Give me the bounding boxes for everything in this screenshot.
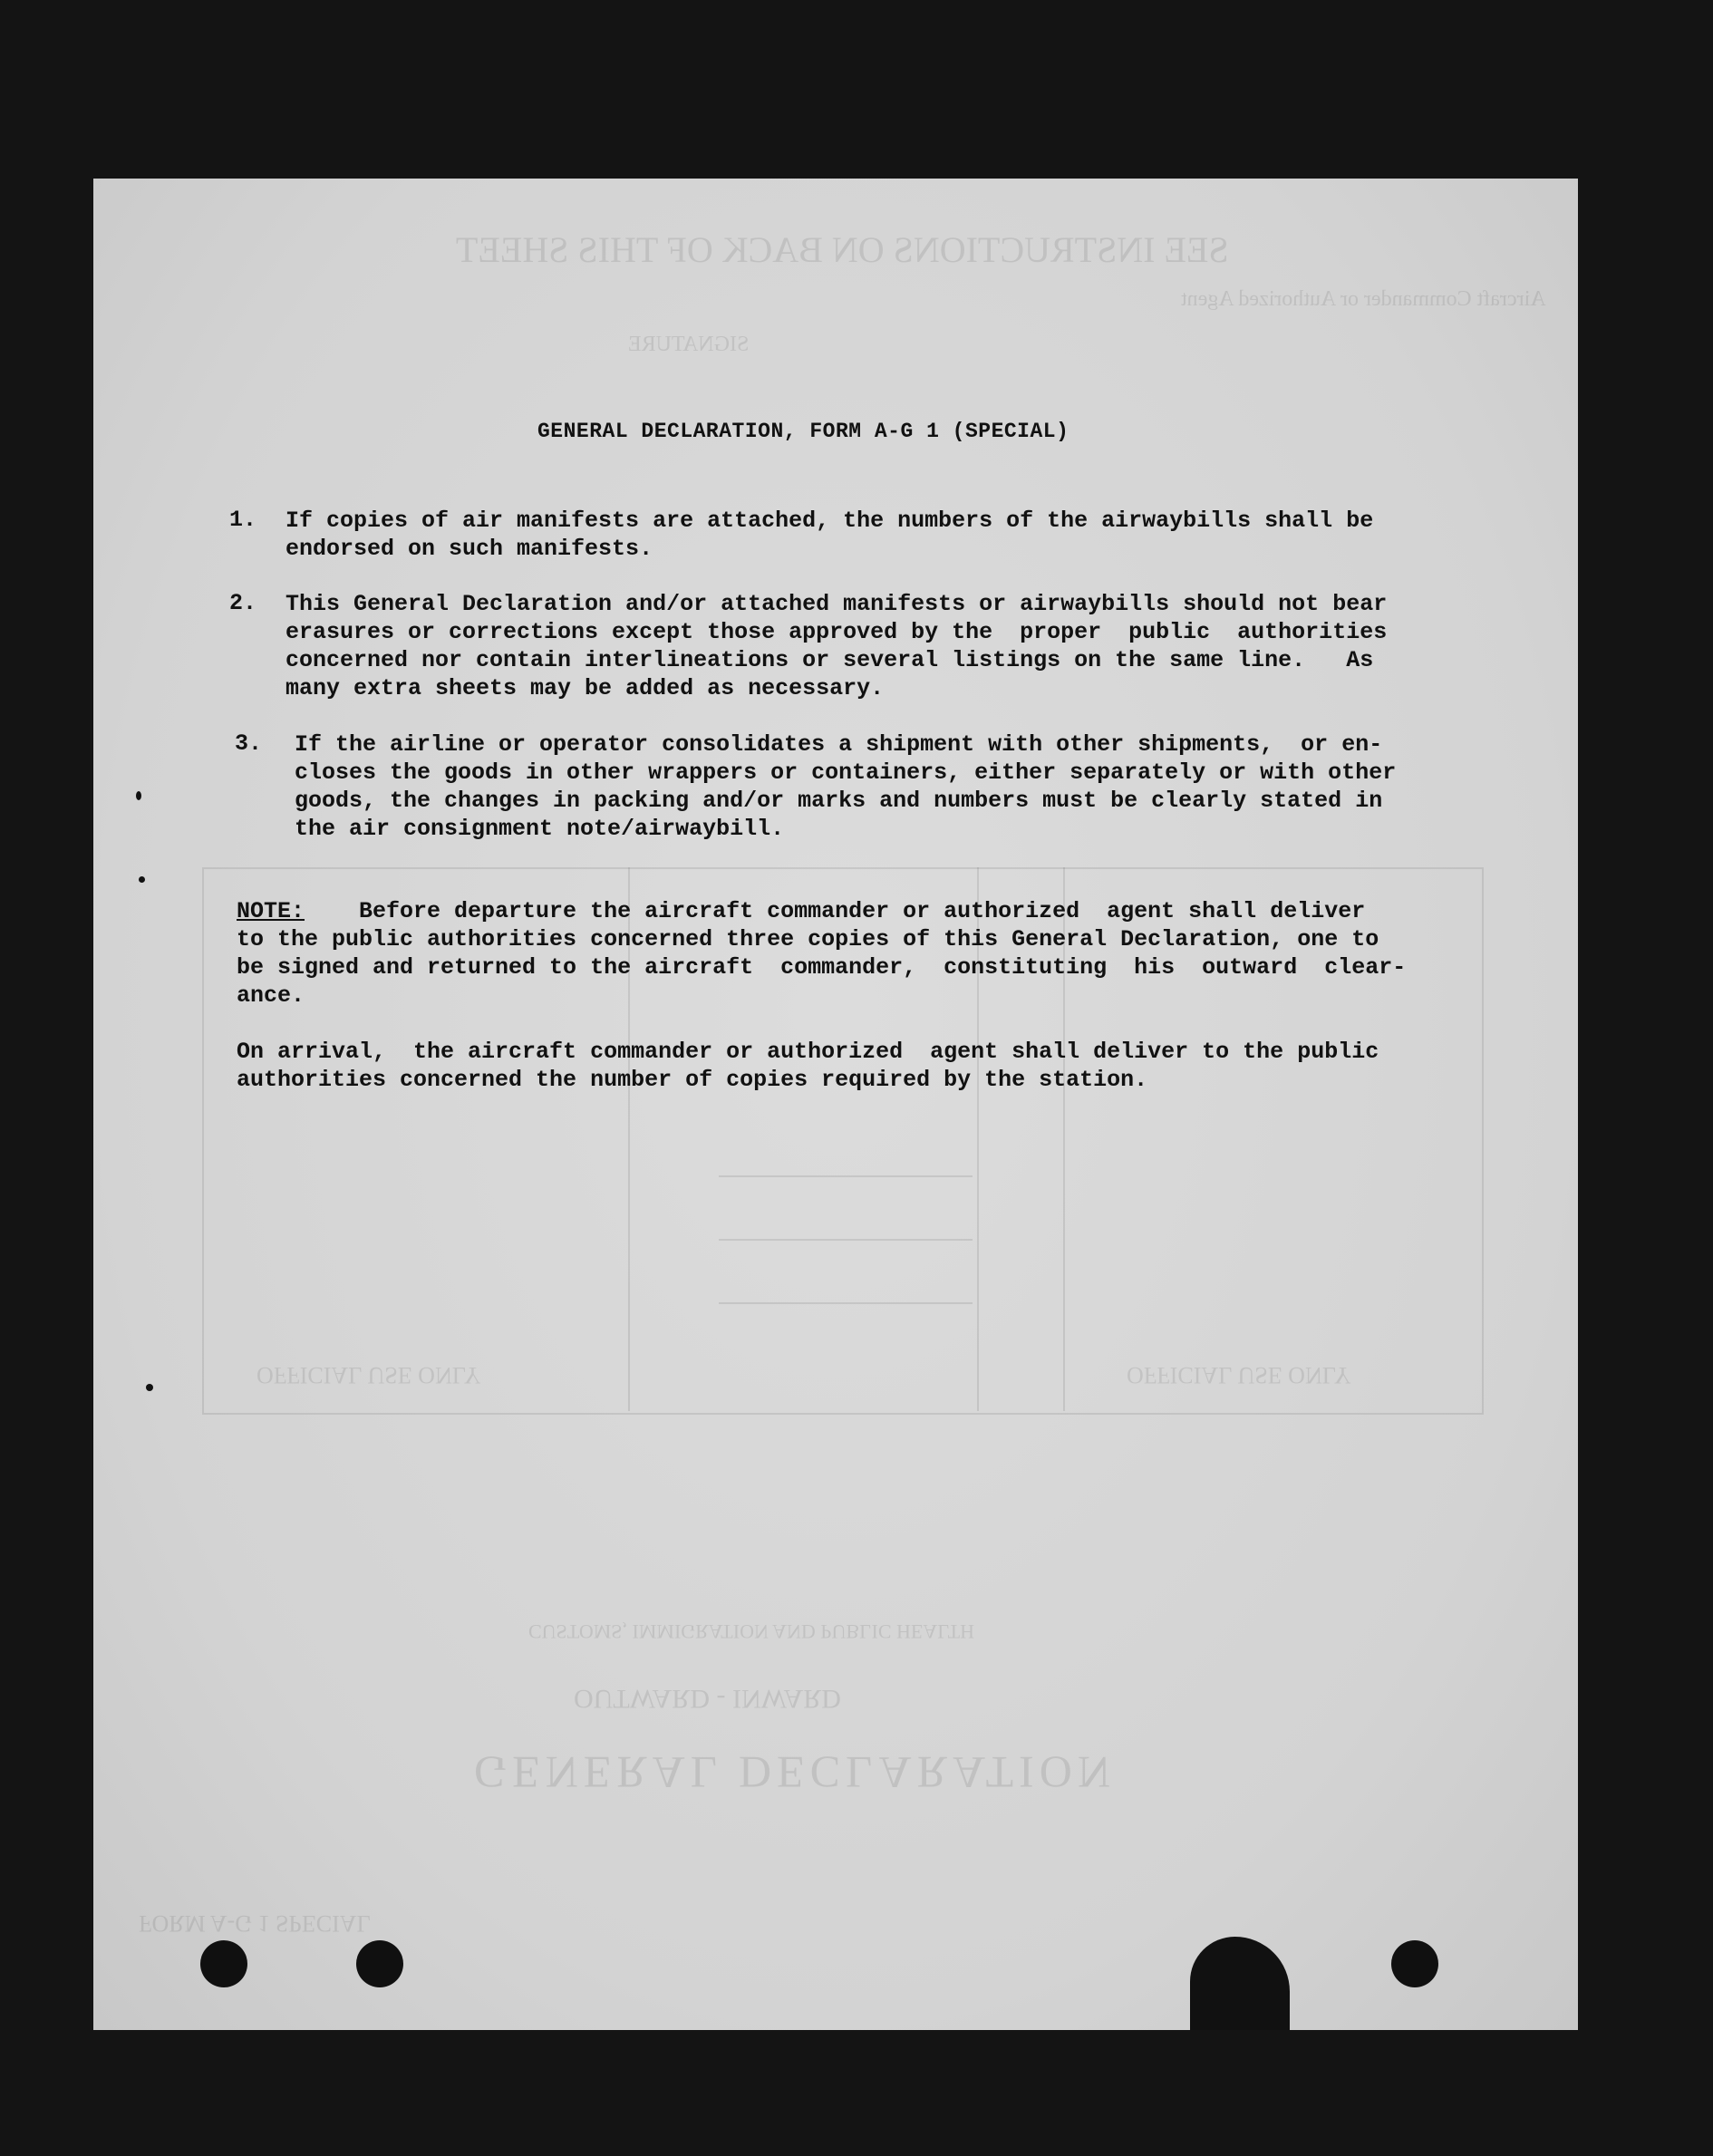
item-3-line-3: goods, the changes in packing and/or marks and numbers must be clearly stated in xyxy=(295,788,1383,814)
punch-hole-center-left xyxy=(356,1940,403,1987)
arrival-line-1: On arrival, the aircraft commander or authorized agent shall deliver to the public xyxy=(237,1039,1379,1065)
document-page: SEE INSTRUCTIONS ON BACK OF THIS SHEET Aircraft Commander or Authorized Agent SIGNATURE OFFICIAL USE ONLY OFFICIAL USE ONLY GENERAL DECLARATION OUTWARD - INWARD CUSTOMS, IMMIGRATION AND PUBLIC HEALTH FORM A-G 1 SPECIAL GENERAL DECLARATION, FORM A-G 1 (SPECIAL) 1. If copies of air manifests are attached, the numbers of the airwaybills shall be endorsed on such manifests. 2. This General Declaration and/or attached manifests or airwaybills should not bear erasures or corrections except those approved by the proper public authorities concerned nor contain interlineations or several listings on the same line. As many extra sheets may be added as necessary. 3. If the airline or operator consolidates a shipment with other shipments, or en- closes the goods in other wrappers or containers, either separately or with other goods, the changes in packing and/or marks and numbers must be clearly stated in the air consignment note/airwaybill. NOTE: Before departure the aircraft commander or authorized agent shall deliver to the public authorities concerned three copies of this General Declaration, one to be signed and returned to the aircraft commander, constituting his outward clear- ance. On arrival, the aircraft commander or authorized agent shall deliver to the public authorities concerned the number of copies required by the station. xyxy=(93,179,1578,2030)
item-1-number: 1. xyxy=(229,507,257,533)
item-2-number: 2. xyxy=(229,590,257,616)
item-2-line-3: concerned nor contain interlineations or several listings on the same line. As xyxy=(286,647,1374,673)
note-line-4: ance. xyxy=(237,982,305,1009)
document-title: GENERAL DECLARATION, FORM A-G 1 (SPECIAL) xyxy=(537,420,1069,443)
arrival-block xyxy=(237,1038,1379,1094)
ink-speck xyxy=(139,876,145,883)
item-1-line-2: endorsed on such manifests. xyxy=(286,536,653,562)
item-3-text xyxy=(295,730,1396,843)
note-line-1: Before departure the aircraft commander or authorized agent shall deliver xyxy=(305,898,1366,924)
punch-hole-right xyxy=(1391,1940,1438,1987)
torn-corner xyxy=(1190,1937,1290,2030)
item-1-text xyxy=(286,507,1373,563)
item-2-line-4: many extra sheets may be added as necessary. xyxy=(286,675,885,701)
item-2-text xyxy=(286,590,1387,702)
item-2-line-1: This General Declaration and/or attached manifests or airwaybills should not bear xyxy=(286,591,1388,617)
note-line-3: be signed and returned to the aircraft commander, constituting his outward clear- xyxy=(237,954,1407,981)
item-3-line-1: If the airline or operator consolidates a shipment with other shipments, or en- xyxy=(295,731,1383,758)
item-3-line-4: the air consignment note/airwaybill. xyxy=(295,816,785,842)
item-1-line-1: If copies of air manifests are attached, the numbers of the airwaybills shall be xyxy=(286,508,1374,534)
note-block xyxy=(237,897,1406,1010)
note-line-2: to the public authorities concerned three copies of this General Declaration, one to xyxy=(237,926,1379,952)
item-2-line-2: erasures or corrections except those approved by the proper public authorities xyxy=(286,619,1388,645)
ink-speck xyxy=(146,1384,153,1391)
item-3-line-2: closes the goods in other wrappers or containers, either separately or with other xyxy=(295,759,1397,786)
ink-speck xyxy=(136,791,141,800)
arrival-line-2: authorities concerned the number of copies required by the station. xyxy=(237,1067,1148,1093)
item-3-number: 3. xyxy=(235,730,263,757)
punch-hole-left xyxy=(200,1940,247,1987)
note-label: NOTE: xyxy=(237,898,305,924)
